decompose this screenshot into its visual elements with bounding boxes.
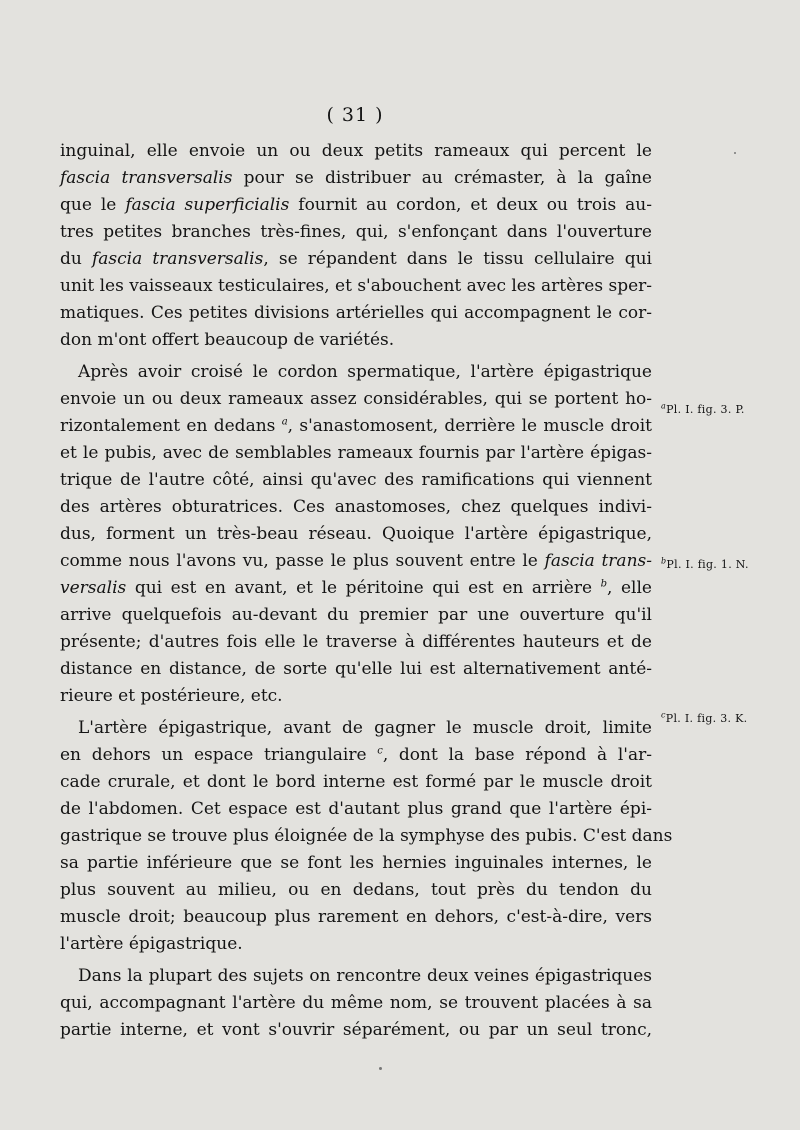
text-segment: arrive quelquefois au-devant du premier par une ouverture qu'il [60, 605, 652, 625]
text-line [60, 990, 652, 1017]
text-segment: qui est en avant, et le péritoine qui est en arrière [126, 578, 601, 598]
text-segment: qui, accompagnant l'artère du même nom, se trouvent placées à sa [60, 993, 652, 1013]
text-line [60, 715, 652, 742]
text-line [60, 963, 652, 990]
text-segment: , se répandent dans le tissu cellulaire qui [263, 249, 652, 269]
footnote-marker: b [600, 578, 607, 590]
text-segment: , dont la base répond à l'ar- [382, 745, 652, 765]
text-segment: de l'abdomen. Cet espace est d'autant plus grand que l'artère épi- [60, 799, 652, 819]
text-segment: que le [60, 195, 126, 215]
text-line [60, 413, 652, 440]
margin-note-a [661, 403, 745, 417]
text-segment: l'artère épigastrique. [60, 934, 243, 954]
text-segment: unit les vaisseaux testiculaires, et s'abouchent avec les artères sper- [60, 276, 653, 296]
text-line [60, 877, 652, 904]
text-segment: don m'ont offert beaucoup de variétés. [60, 330, 395, 350]
text-segment: trique de l'autre côté, ainsi qu'avec des ramifications qui viennent [60, 470, 652, 490]
text-segment: plus souvent au milieu, ou en dedans, tout près du tendon du [60, 880, 652, 900]
margin-note-c [661, 712, 747, 726]
text-segment: , elle [607, 578, 652, 598]
text-line [60, 327, 652, 354]
text-line [60, 656, 652, 683]
text-segment: L'artère épigastrique, avant de gagner le muscle droit, limite [78, 718, 652, 738]
text-line [60, 904, 652, 931]
footnote-marker: a [281, 416, 288, 428]
text-segment: fournit au cordon, et deux ou trois au- [289, 195, 653, 215]
text-line [60, 548, 652, 575]
text-segment: partie interne, et vont s'ouvrir séparément, ou par un seul tronc, [60, 1020, 652, 1040]
text-line [60, 629, 652, 656]
text-segment: gastrique se trouve plus éloignée de la symphyse des pubis. C'est dans [60, 826, 673, 846]
text-segment: pour se distribuer au crémaster, à la gaîne [232, 168, 652, 188]
text-line [60, 742, 652, 769]
text-line [60, 386, 652, 413]
text-line [60, 850, 652, 877]
italic-term: fascia trans- [544, 551, 652, 571]
text-segment: en dehors un espace triangulaire [60, 745, 378, 765]
text-segment: des artères obturatrices. Ces anastomoses, chez quelques indivi- [60, 497, 652, 517]
text-line [60, 521, 652, 548]
page-number: ( 31 ) [326, 104, 384, 126]
text-segment: Après avoir croisé le cordon spermatique, l'artère épigastrique [78, 362, 652, 382]
text-line [60, 683, 652, 710]
text-line [60, 359, 652, 386]
text-segment: et le pubis, avec de semblables rameaux fournis par l'artère épigas- [60, 443, 652, 463]
text-line [60, 575, 652, 602]
text-line [60, 165, 652, 192]
text-line [60, 440, 652, 467]
text-segment: , s'anastomosent, derrière le muscle droit [287, 416, 653, 436]
text-segment: Dans la plupart des sujets on rencontre deux veines épigastriques [78, 966, 652, 986]
footnote-marker: c [377, 745, 383, 757]
text-line [60, 1017, 652, 1044]
text-segment: inguinal, elle envoie un ou deux petits rameaux qui percent le [60, 141, 652, 161]
italic-term: fascia superficialis [125, 195, 290, 215]
text-line [60, 769, 652, 796]
text-segment: rizontalement en dedans [60, 416, 282, 436]
margin-note-text: Pl. I. fig. 3. P. [666, 403, 745, 416]
text-segment: du [60, 249, 92, 269]
text-segment: présente; d'autres fois elle le traverse à différentes hauteurs et de [60, 632, 652, 652]
body-text [60, 138, 673, 1044]
margin-note-marker: a [661, 401, 667, 411]
text-segment: dus, forment un très-beau réseau. Quoique l'artère épigastrique, [60, 524, 652, 544]
ink-speck [379, 1067, 382, 1070]
text-segment: rieure et postérieure, etc. [60, 686, 283, 706]
text-segment: muscle droit; beaucoup plus rarement en dehors, c'est-à-dire, vers [60, 907, 652, 927]
text-line [60, 219, 652, 246]
text-line [60, 192, 652, 219]
italic-term: versalis [60, 578, 127, 598]
margin-note-text: Pl. I. fig. 1. N. [666, 558, 749, 571]
ink-speck [734, 152, 736, 154]
margin-note-b [661, 558, 749, 572]
margin-note-marker: b [661, 556, 667, 566]
text-line [60, 273, 652, 300]
italic-term: fascia transversalis [91, 249, 264, 269]
text-segment: sa partie inférieure que se font les hernies inguinales internes, le [60, 853, 652, 873]
text-segment: cade crurale, et dont le bord interne est formé par le muscle droit [60, 772, 652, 792]
text-line [60, 246, 652, 273]
text-segment: distance en distance, de sorte qu'elle lui est alternativement anté- [60, 659, 652, 679]
margin-note-text: Pl. I. fig. 3. K. [665, 712, 748, 725]
text-segment: matiques. Ces petites divisions artérielles qui accompagnent le cor- [60, 303, 652, 323]
text-line [60, 494, 652, 521]
text-segment: tres petites branches très-fines, qui, s'enfonçant dans l'ouverture [60, 222, 652, 242]
italic-term: fascia transversalis [60, 168, 233, 188]
text-line [60, 823, 673, 850]
text-line [60, 138, 652, 165]
text-line [60, 931, 652, 958]
text-line [60, 300, 652, 327]
text-line [60, 796, 652, 823]
text-segment: comme nous l'avons vu, passe le plus souvent entre le [60, 551, 545, 571]
text-segment: envoie un ou deux rameaux assez considérables, qui se portent ho- [60, 389, 652, 409]
text-line [60, 602, 652, 629]
text-line [60, 467, 652, 494]
margin-note-marker: c [661, 710, 666, 720]
